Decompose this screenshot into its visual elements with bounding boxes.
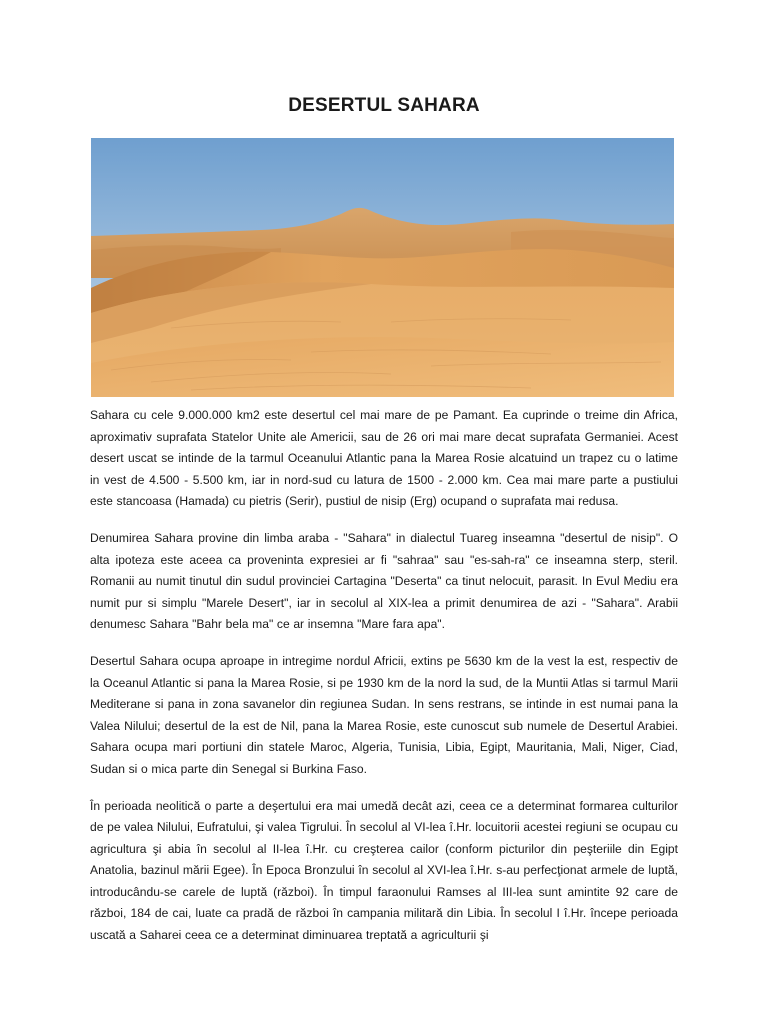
paragraph-3: Desertul Sahara ocupa aproape in intregime nordul Africii, extins pe 5630 km de la vest la est, respectiv de la Oceanul Atlantic si pana la Marea Rosie, si pe 1930 km de la nord la sud, de la Muntii Atlas si tarmul Marii Mediterane si pana in zona savanelor din regiunea Sudan. In sens restrans, se intinde in est numai pana la Valea Nilului; desertul de la est de Nil, pana la Marea Rosie, este cunoscut sub numele de Desertul Arabiei. Sahara ocupa mari portiuni din statele Maroc, Algeria, Tunisia, Libia, Egipt, Mauritania, Mali, Niger, Ciad, Sudan si o mica parte din Senegal si Burkina Faso.	[90, 653, 678, 776]
paragraph-1: Sahara cu cele 9.000.000 km2 este desertul cel mai mare de pe Pamant. Ea cuprinde o treime din Africa, aproximativ suprafata Statelor Unite ale Americii, sau de 26 ori mai mare decat suprafata Germaniei. Acest desert uscat se intinde de la tarmul Oceanului Atlantic pana la Marea Rosie alcatuind un trapez cu o latime in vest de 4.500 - 5.500 km, iar in nord-sud cu latura de 1500 - 2.000 km. Cea mai mare parte a pustiului este stancoasa (Hamada) cu pietris (Serir), pustiul de nisip (Erg) ocupand o suprafata mai redusa.	[90, 408, 678, 509]
paragraph-2: Denumirea Sahara provine din limba araba - "Sahara" in dialectul Tuareg inseamna "desertul de nisip". O alta ipoteza este aceea ca proveninta expresiei ar fi "sahraa" sau "es-sah-ra" ce inseamna sterp, steril. Romanii au numit tinutul din sudul provinciei Cartagina "Deserta" ca tinut nelocuit, parasit. In Evul Mediu era numit pur si simplu "Marele Desert", iar in secolul al XIX-lea a primit denumirea de azi - "Sahara". Arabii denumesc Sahara "Bahr bela ma" ce ar insemna "Mare fara apa".	[90, 530, 678, 632]
page-title: DESERTUL SAHARA	[288, 95, 480, 116]
body-text	[90, 405, 678, 962]
desert-dunes-photo	[91, 138, 674, 397]
paragraph-4: În perioada neolitică o parte a deşertului era mai umedă decât azi, ceea ce a determinat formarea culturilor de pe valea Nilului, Eufratului, şi valea Tigrului. În secolul al VI-lea î.Hr. locuitorii acestei regiuni se ocupau cu agricultura şi abia în secolul al II-lea î.Hr. cu creşterea cailor (conform picturilor din peşteriile din Egipt Anatolia, bazinul mării Egee). În Epoca Bronzului în secolul al XVI-lea î.Hr. s-au perfecţionat armele de luptă, introducându-se carele de luptă (război). În timpul faraonului Ramses al III-lea sunt amintite 92 care de război, 184 de cai, luate ca pradă de război în campania militară din Libia. În secolul I î.Hr. începe perioada uscată a Saharei ceea ce a determinat diminuarea treptată a agriculturii şi	[90, 798, 678, 943]
